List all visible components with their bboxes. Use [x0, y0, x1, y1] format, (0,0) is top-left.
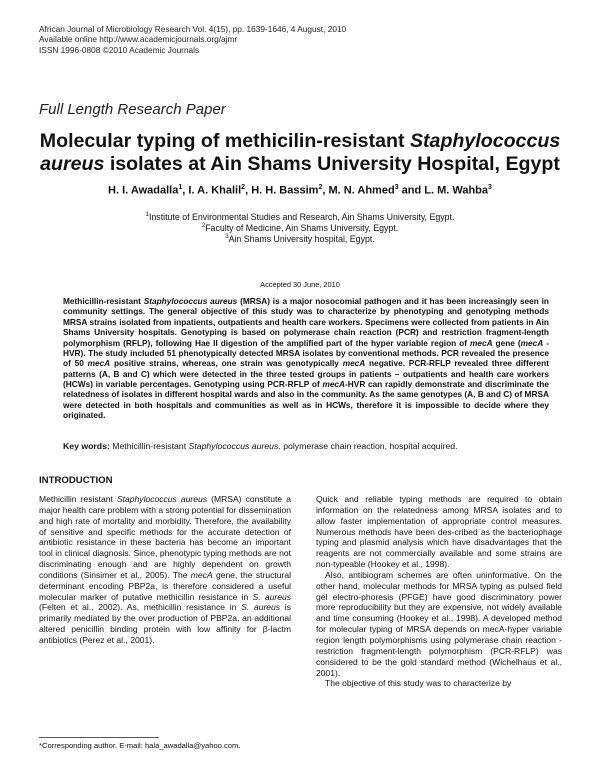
corresponding-author-footnote: *Corresponding author. E-mail: hala_awadalla@yahoo.com. [39, 741, 241, 750]
keywords-text: Methicillin-resistant [109, 441, 189, 451]
abstract-species: Staphylococcus aureus [143, 296, 238, 306]
intro-paragraph [39, 494, 291, 646]
author-affiliation-mark: 2 [241, 184, 246, 191]
body-text: (Felten et al., 2002). As, methicillin resistance in [39, 602, 242, 613]
abstract-gene: mecA [87, 358, 111, 369]
keywords-label: Key words: [63, 441, 110, 451]
body-text: (MRSA) constitute a major health care problem with a strong potential for dissemination and high rate of mortality and morbidity. Therefore, the availability of sensitive and specific methods for the accurate detection of antibiotic resistance in these bacteria has become an important tool in clinical diagnosis. Since, phenotypic typing methods are not discriminating enough and are highly dependent on growth conditions (Sinsimer et al., 2005). The [39, 494, 291, 580]
abstract-gene: mecA [342, 358, 366, 369]
title-part-1: Molecular typing of methicilin-resistant [39, 130, 410, 152]
abstract-text: gene ( [492, 337, 521, 348]
affiliation-text: Faculty of Medicine, Ain Shams University, Egypt. [205, 222, 399, 233]
abstract-text: negative. PCR-RFLP revealed three different patterns (A, B and C) which were detected in the three tested groups in patients – outpatients and health care workers (HCWs) in variable percentages. Genotyping using PCR-RFLP of [63, 358, 549, 389]
abstract-gene: mecA [322, 379, 346, 389]
journal-issn: ISSN 1996-0808 ©2010 Academic Journals [39, 44, 200, 55]
affiliation-mark: 1 [145, 212, 149, 218]
keywords [63, 441, 549, 452]
body-species: S. aureus [252, 591, 291, 602]
abstract-text: Methicillin-resistant [63, 296, 144, 306]
body-text: Methicillin resistant [39, 494, 117, 504]
author-name: H. H. Bassim [251, 184, 319, 197]
author-separator: , [245, 184, 252, 197]
abstract-text: - HVR). The study included 51 phenotypically detected MRSA isolates by conventional methods. PCR revealed the presence of 50 [63, 337, 549, 369]
article-type: Full Length Research Paper [39, 101, 226, 118]
body-species: S. aureus [241, 602, 281, 613]
keywords-text: polymerase chain reaction, hospital acquired. [280, 441, 458, 451]
author-affiliation-mark: 3 [394, 184, 399, 191]
affiliation-mark: 2 [201, 223, 206, 229]
author-name: L. M. Wahba [424, 184, 489, 197]
affiliation-text: Ain Shams University hospital, Egypt. [228, 233, 375, 244]
footnote-divider [39, 737, 159, 738]
journal-header [39, 24, 559, 55]
body-gene: mecA [190, 569, 213, 580]
journal-citation: African Journal of Microbiology Research Vol. 4(15), pp. 1639-1646, 4 August, 2010 [39, 24, 347, 34]
body-species: Staphylococcus aureus [116, 494, 208, 504]
author-affiliation-mark: 1 [178, 184, 183, 191]
body-text: gene, the structural determinant encoding PBP2a, is therefore considered a useful molecular marker of putative methicillin resistance in [39, 569, 291, 602]
intro-left-column [39, 494, 291, 646]
title-part-2: isolates at Ain Shams University Hospital, Egypt [104, 152, 560, 175]
intro-right-column [316, 494, 562, 689]
author-name: H. I. Awadalla [108, 184, 179, 197]
affiliation-3 [30, 232, 570, 244]
author-affiliation-mark: 3 [488, 184, 492, 191]
title-species: Staphylococcus aureus [40, 130, 561, 175]
abstract-text: -HVR can rapidly demonstrate and discriminate the relatedness of isolates in different hospital wards and also in the community. As the same genotypes (A, B and C) of MRSA were detected in both hospitals and communities as well as in HCWs, therefore it is impossible to decide where they originated. [63, 379, 549, 421]
author-separator: , [182, 184, 189, 197]
affiliation-text: Institute of Environmental Studies and Research, Ain Shams University, Egypt. [148, 211, 455, 222]
keywords-species: Staphylococcus aureus, [188, 441, 281, 451]
journal-availability: Available online http://www.academicjournals.org/ajmr [39, 34, 238, 45]
body-text: is primarily mediated by the over production of PBP2a, an additional altered penicillin binding protein with low affinity for β-lactm antibiotics (Perez et al., 2001). [39, 602, 291, 645]
abstract-text: (MRSA) is a major nosocomial pathogen and it has been increasingly seen in community settings. The general objective of this study was to characterize by phenotyping and genotyping methods MRSA strains isolated from inpatients, outpatients and health care workers. Specimens were collected from patients in Ain Shams University hospitals. Genotyping is based on polymerase chain reaction (PCR) and restriction fragment-length polymorphism (RFLP), following Hae II digestion of the amplified part of the hyper variable region of [63, 296, 549, 348]
abstract-text: positive strains, whereas, one strain was genotypically [110, 358, 343, 369]
author-separator: and [398, 184, 425, 197]
intro-paragraph: Also, antibiogram schemes are often uninformative. On the other hand, molecular methods for MRSA typing as pulsed field gel electro-phoresis (PFGE) have good discriminatory power more reproducibility but they are expensive, not widely available and time consuming (Hookey et al., 1998). A developed method for molecular typing of MRSA depends on mecA-hyper variable region length polymorphisms using polymerase chain reaction - restriction fragment-length polymorphism (PCR-RFLP) was considered to be the gold standard method (Wichelhaus et al., 2001). [316, 569, 562, 678]
abstract [63, 296, 549, 421]
abstract-gene: mecA [520, 337, 544, 348]
author-list [30, 184, 570, 197]
affiliation-mark: 3 [225, 234, 229, 240]
author-name: I. A. Khalil [188, 184, 242, 197]
abstract-gene: mecA [469, 337, 493, 348]
author-separator: , [322, 184, 329, 197]
accepted-date: Accepted 30 June, 2010 [260, 280, 340, 289]
intro-paragraph: The objective of this study was to characterize by [325, 678, 512, 689]
author-name: M. N. Ahmed [328, 184, 395, 197]
author-affiliation-mark: 2 [318, 184, 323, 191]
intro-paragraph: Quick and reliable typing methods are required to obtain information on the relatedness among MRSA isolates and to allow faster implementation of appropriate control measures. Numerous methods have been des-cribed as the bacteriophage typing and plasmid analysis which have disadvantages that the reagents are not commercially available and some strains are non-typeable (Hookey et al., 1998). [316, 494, 562, 570]
introduction-heading: INTRODUCTION [39, 475, 113, 486]
paper-title [30, 130, 570, 175]
